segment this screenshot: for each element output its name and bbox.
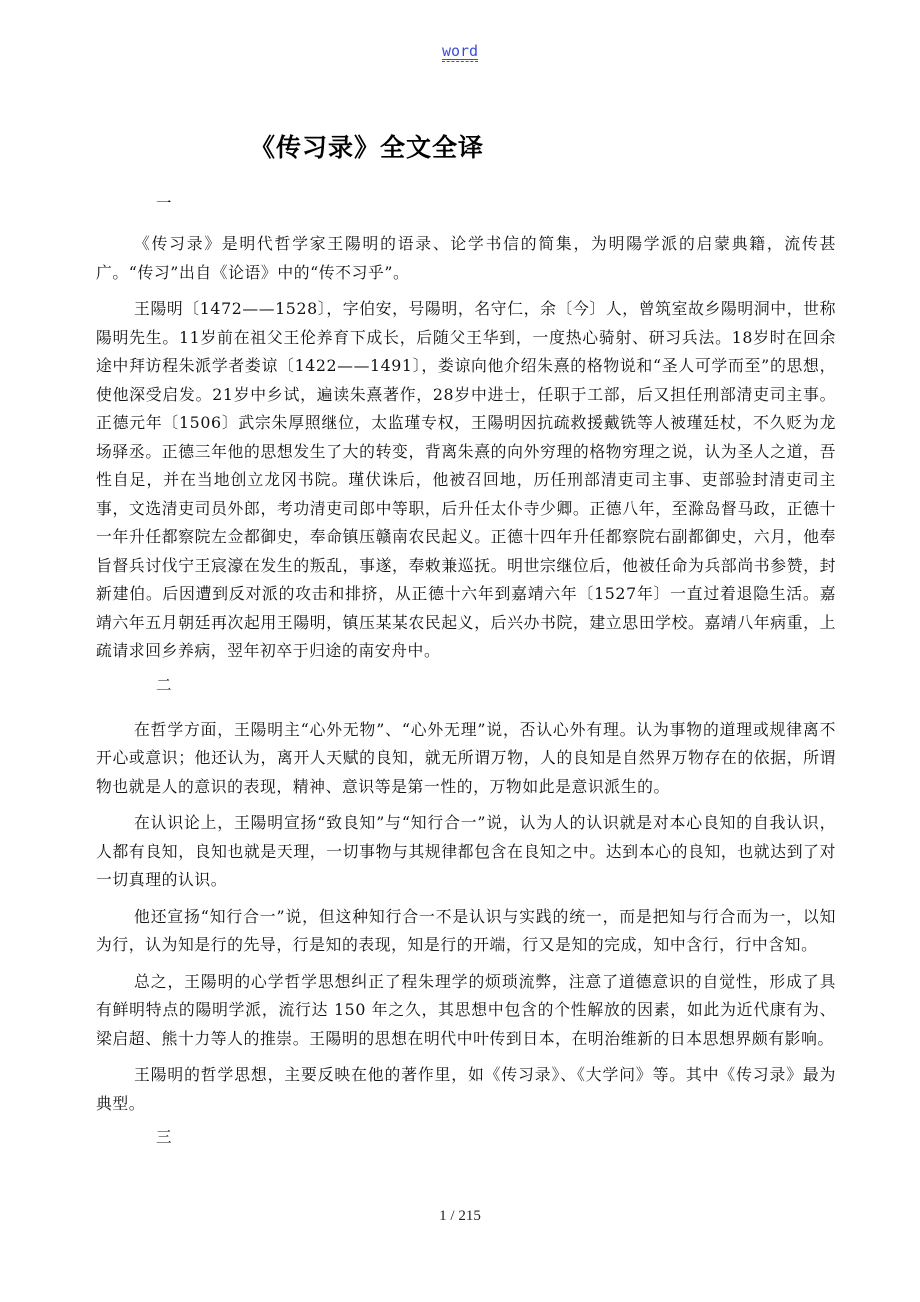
word-link[interactable]: [0, 42, 920, 60]
paragraph: 在哲学方面，王陽明主“心外无物”、“心外无理”说，否认心外有理。认为事物的道理或规律离不开心或意识；他还认为，离开人天赋的良知，就无所谓万物，人的良知是自然界万物存在的依据，所谓物也就是人的意识的表现，精神、意识等是第一性的，万物如此是意识派生的。: [96, 719, 836, 796]
paragraph: 他还宣扬“知行合一”说，但这种知行合一不是认识与实践的统一，而是把知与行合而为一，以知为行，认为知是行的先导，行是知的表现，知是行的开端，行又是知的完成，知中含行，行中含知。: [96, 906, 836, 954]
word-link-text[interactable]: word: [441, 42, 479, 60]
section-mark-2: 二: [156, 675, 172, 694]
document-body: [96, 192, 836, 1168]
paragraph: 总之，王陽明的心学哲学思想纠正了程朱理学的烦琐流弊，注意了道德意识的自觉性，形成了具有鲜明特点的陽明学派，流行达 150 年之久，其思想中包含的个性解放的因素，如此为近代康有为、梁启超、熊十力等人的推崇。王陽明的思想在明代中叶传到日本，在明治维新的日本思想界颇有影响。: [96, 971, 836, 1048]
paragraph: 在认识论上，王陽明宣扬“致良知”与“知行合一”说，认为人的认识就是对本心良知的自我认识，人都有良知，良知也就是天理，一切事物与其规律都包含在良知之中。达到本心的良知，也就达到了对一切真理的认识。: [96, 813, 836, 889]
section-mark-1: 一: [156, 194, 172, 212]
page-number: 1 / 215: [439, 1208, 481, 1224]
document-title: 《传习录》全文全译: [250, 133, 485, 162]
paragraph: 王陽明的哲学思想，主要反映在他的著作里，如《传习录》、《大学问》等。其中《传习录》最为典型。: [96, 1065, 836, 1113]
section-mark-3: 三: [156, 1128, 172, 1146]
paragraph: 《传习录》是明代哲学家王陽明的语录、论学书信的简集，为明陽学派的启蒙典籍，流传甚广。“传习”出自《论语》中的“传不习乎”。: [96, 234, 836, 282]
paragraph: 王陽明〔1472——1528〕，字伯安，号陽明，名守仁，余〔今〕人，曾筑室故乡陽明洞中，世称陽明先生。11岁前在祖父王伦养育下成长，后随父王华到，一度热心骑射、研习兵法。18岁时在回余途中拜访程朱派学者娄谅〔1422——1491〕，娄谅向他介绍朱熹的格物说和“圣人可学而至”的思想，使他深受启发。21岁中乡试，遍读朱熹著作，28岁中进士，任职于工部，后又担任刑部清吏司主事。正德元年〔1506〕武宗朱厚照继位，太监瑾专权，王陽明因抗疏救援戴铣等人被瑾廷杖，不久贬为龙场驿丞。正德三年他的思想发生了大的转变，背离朱熹的向外穷理的格物穷理之说，认为圣人之道，吾性自足，并在当地创立龙冈书院。瑾伏诛后，他被召回地，历任刑部清吏司主事、吏部验封清吏司主事，文选清吏司员外郎，考功清吏司郎中等职，后升任太仆寺少卿。正德八年，至滁岛督马政，正德十一年升任都察院左佥都御史，奉命镇压赣南农民起义。正德十四年升任都察院右副都御史，六月，他奉旨督兵讨伐宁王宸濠在发生的叛乱，事遂，奉敕兼巡抚。明世宗继位后，他被任命为兵部尚书参赞，封新建伯。后因遭到反对派的攻击和排挤，从正德十六年到嘉靖六年〔1527年〕一直过着退隐生活。嘉靖六年五月朝廷再次起用王陽明，镇压某某农民起义，后兴办书院，建立思田学校。嘉靖八年病重，上疏请求回乡养病，翌年初卒于归途的南安舟中。: [96, 299, 836, 660]
